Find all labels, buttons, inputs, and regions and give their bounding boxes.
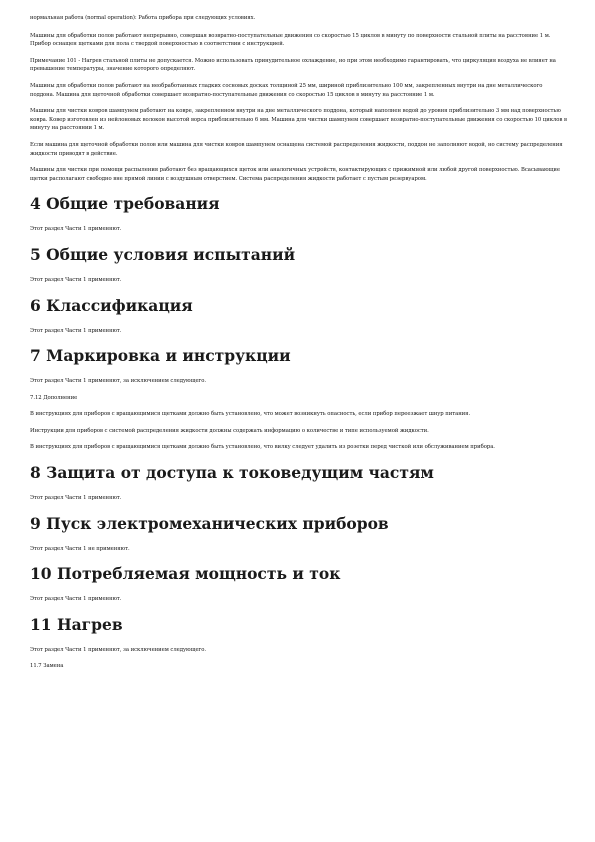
section-heading-10: 10 Потребляемая мощность и ток xyxy=(30,564,341,584)
section-heading-6: 6 Классификация xyxy=(30,295,193,315)
section-5-text: Этот раздел Части 1 применяют. xyxy=(30,276,122,283)
section-heading-8: 8 Защита от доступа к токоведущим частям xyxy=(30,463,434,483)
section-heading-9: 9 Пуск электромеханических приборов xyxy=(30,513,389,533)
section-heading-11: 11 Нагрев xyxy=(30,614,123,634)
paragraph-note-101: Примечание 101 - Нагрев стальной плиты не допускается. Можно использовать принудительное охлаждение, но при этом необходимо гарантировать, что циркуляция воздуха не влияет на превышение температуры, значение которого определяют. xyxy=(30,57,556,73)
section-7-text-unplug: В инструкциях для приборов с вращающимися щетками должно быть установлено, что вилку следует удалить из розетки перед чисткой или обслуживанием прибора. xyxy=(30,444,495,451)
section-9-text: Этот раздел Части 1 не применяют. xyxy=(30,545,130,552)
paragraph-definition: нормальная работа (normal operation): Работа прибора при следующих условиях. xyxy=(30,15,256,21)
section-heading-4: 4 Общие требования xyxy=(30,194,220,214)
section-11-text: Этот раздел Части 1 применяют, за исключением следующего. xyxy=(30,646,207,653)
section-10-text: Этот раздел Части 1 применяют. xyxy=(30,596,122,603)
section-8-text: Этот раздел Части 1 применяют. xyxy=(30,495,122,502)
paragraph-liquid-system: Если машина для щеточной обработки полов или машина для чистки ковров шампунем оснащена системой распределения жидкости, поддон не заполняют водой, но систему распределения жидкости приводят в действие. xyxy=(30,141,563,157)
subsection-11-7: 11.7 Замена xyxy=(30,663,64,670)
section-heading-7: 7 Маркировка и инструкции xyxy=(30,346,291,366)
section-6-text: Этот раздел Части 1 применяют. xyxy=(30,327,122,334)
section-heading-5: 5 Общие условия испытаний xyxy=(30,244,296,264)
section-7-text: Этот раздел Части 1 применяют, за исключением следующего. xyxy=(30,378,207,385)
paragraph-pine-boards: Машины для обработки полов работают на необработанных гладких сосновых досках толщиной 25 мм, шириной приблизительно 100 мм, закрепленных внутри на дне металлического поддона. Машина для щеточной обработки совершает возвратно-поступательные движения со скоростью 15 циклов в минуту на расстояние 1 м. xyxy=(30,82,543,98)
document-page xyxy=(30,14,568,679)
section-4-text: Этот раздел Части 1 применяют. xyxy=(30,226,122,233)
subsection-7-12: 7.12 Дополнение xyxy=(30,394,78,401)
section-7-text-rotating-brushes: В инструкциях для приборов с вращающимися щетками должно быть установлено, что может возникнуть опасность, если прибор переезжает шнур питания. xyxy=(30,411,471,418)
section-7-text-liquid-info: Инструкции для приборов с системой распределения жидкости должны содержать информацию о количестве и типе используемой жидкости. xyxy=(30,427,429,434)
paragraph-spray-cleaning: Машины для чистки при помощи распыления работают без вращающихся щеток или аналогичных устройств, контактирующих с прижимной или любой другой поверхностью. Всасывающие щетки располагают свободно вне прямой линии с воздушным отверстием. Система распределения жидкости работает с пустым резервуаром. xyxy=(30,167,560,182)
paragraph-carpet-shampoo: Машины для чистки ковров шампунем работают на ковре, закрепленном внутри на дне металлического поддона, который наполнен водой до уровня приблизительно 3 мм над поверхностью ковра. Ковер изготовлен из нейлоновых волокон высотой ворса приблизительно 6 мм. Машина для чистки шампунем совершает возвратно-поступательные движения со скоростью 10 циклов в минуту на расстоянии 1 м. xyxy=(30,108,567,132)
paragraph-floor-machines: Машины для обработки полов работают непрерывно, совершая возвратно-поступательные движения со скоростью 15 циклов в минуту по поверхности стальной плиты на расстояние 1 м. Прибор оснащен щетками для пола с твердой поверхностью в соответствии с инструкцией. xyxy=(30,32,551,48)
